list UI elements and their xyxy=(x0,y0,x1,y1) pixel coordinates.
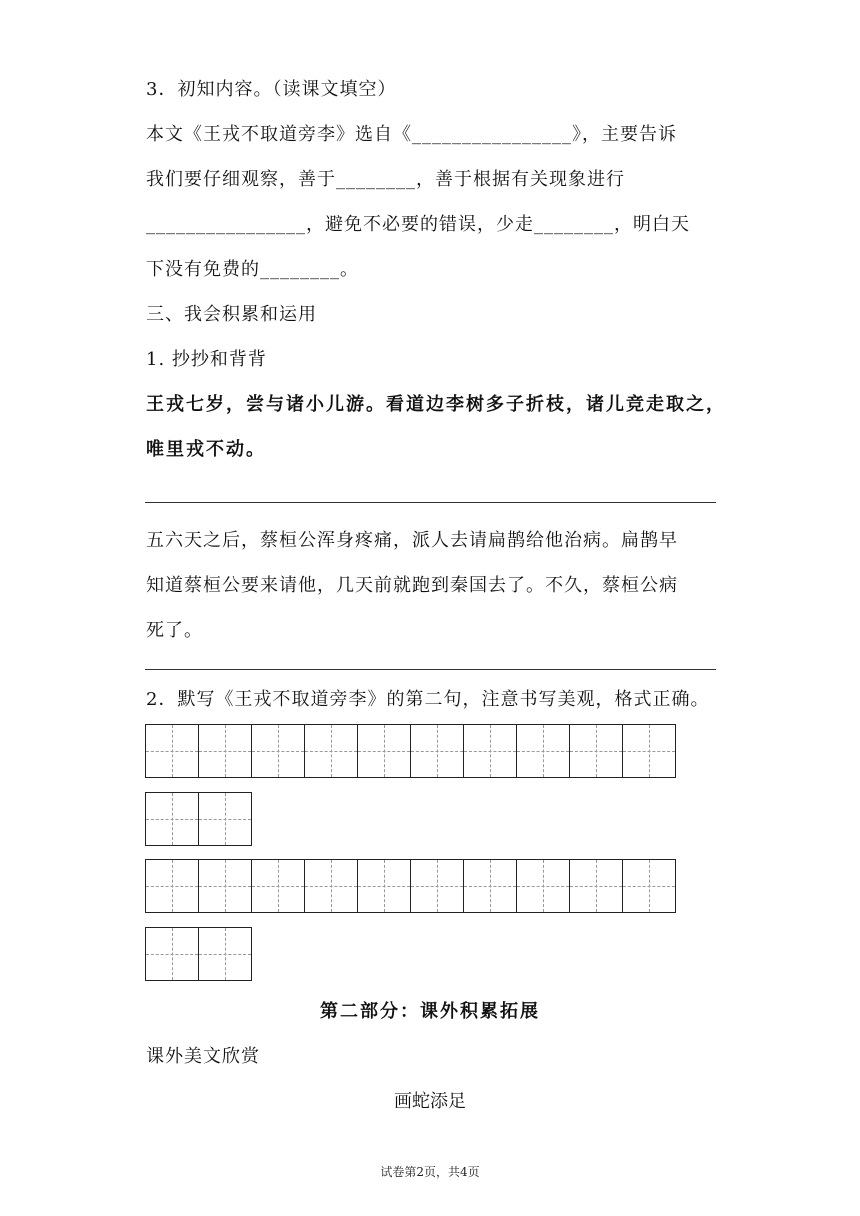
passage2-line-1: 五六天之后，蔡桓公浑身疼痛，派人去请扁鹊给他治病。扁鹊早 xyxy=(146,530,678,551)
grid-cell[interactable] xyxy=(198,859,252,913)
q3-line-3: ________________，避免不必要的错误，少走________，明白天 xyxy=(146,214,690,235)
page-footer: 试卷第2页，共4页 xyxy=(380,1165,480,1179)
grid-cell[interactable] xyxy=(516,859,570,913)
part2-subheading: 课外美文欣赏 xyxy=(146,1046,260,1067)
passage2-line-3: 死了。 xyxy=(146,620,203,641)
grid-cell[interactable] xyxy=(622,859,676,913)
writing-grid-row-1[interactable] xyxy=(145,724,675,779)
q3-title: 3．初知内容。（读课文填空） xyxy=(146,79,397,100)
grid-cell[interactable] xyxy=(145,927,199,981)
writing-grid-row-4[interactable] xyxy=(145,927,251,982)
writing-grid-row-2[interactable] xyxy=(145,792,251,847)
q2-title: 2．默写《王戎不取道旁李》的第二句，注意书写美观，格式正确。 xyxy=(146,689,710,710)
grid-cell[interactable] xyxy=(357,724,411,778)
grid-cell[interactable] xyxy=(145,724,199,778)
q1-title: 1. 抄抄和背背 xyxy=(146,349,267,370)
q3-line-2: 我们要仔细观察，善于________，善于根据有关现象进行 xyxy=(146,169,625,190)
passage1-line-1: 王戎七岁，尝与诸小儿游。看道边李树多子折枝，诸儿竞走取之， xyxy=(146,394,726,415)
grid-cell[interactable] xyxy=(251,724,305,778)
grid-cell[interactable] xyxy=(410,859,464,913)
writing-grid-row-3[interactable] xyxy=(145,859,675,914)
copy-line-1[interactable] xyxy=(145,502,716,503)
grid-cell[interactable] xyxy=(569,859,623,913)
grid-cell[interactable] xyxy=(410,724,464,778)
story-title: 画蛇添足 xyxy=(394,1091,466,1112)
passage1-line-2: 唯里戎不动。 xyxy=(146,439,266,460)
grid-cell[interactable] xyxy=(357,859,411,913)
grid-cell[interactable] xyxy=(516,724,570,778)
grid-cell[interactable] xyxy=(145,792,199,846)
grid-cell[interactable] xyxy=(198,724,252,778)
grid-cell[interactable] xyxy=(198,792,252,846)
grid-cell[interactable] xyxy=(251,859,305,913)
copy-line-2[interactable] xyxy=(145,669,716,670)
grid-cell[interactable] xyxy=(145,859,199,913)
section3-title: 三、我会积累和运用 xyxy=(146,304,317,325)
grid-cell[interactable] xyxy=(198,927,252,981)
grid-cell[interactable] xyxy=(463,859,517,913)
grid-cell[interactable] xyxy=(463,724,517,778)
part2-heading: 第二部分：课外积累拓展 xyxy=(320,1001,540,1022)
q3-line-1: 本文《王戎不取道旁李》选自《________________》，主要告诉 xyxy=(146,124,677,145)
grid-cell[interactable] xyxy=(622,724,676,778)
grid-cell[interactable] xyxy=(304,859,358,913)
grid-cell[interactable] xyxy=(304,724,358,778)
passage2-line-2: 知道蔡桓公要来请他，几天前就跑到秦国去了。不久，蔡桓公病 xyxy=(146,575,678,596)
q3-line-4: 下没有免费的________。 xyxy=(146,259,359,280)
grid-cell[interactable] xyxy=(569,724,623,778)
